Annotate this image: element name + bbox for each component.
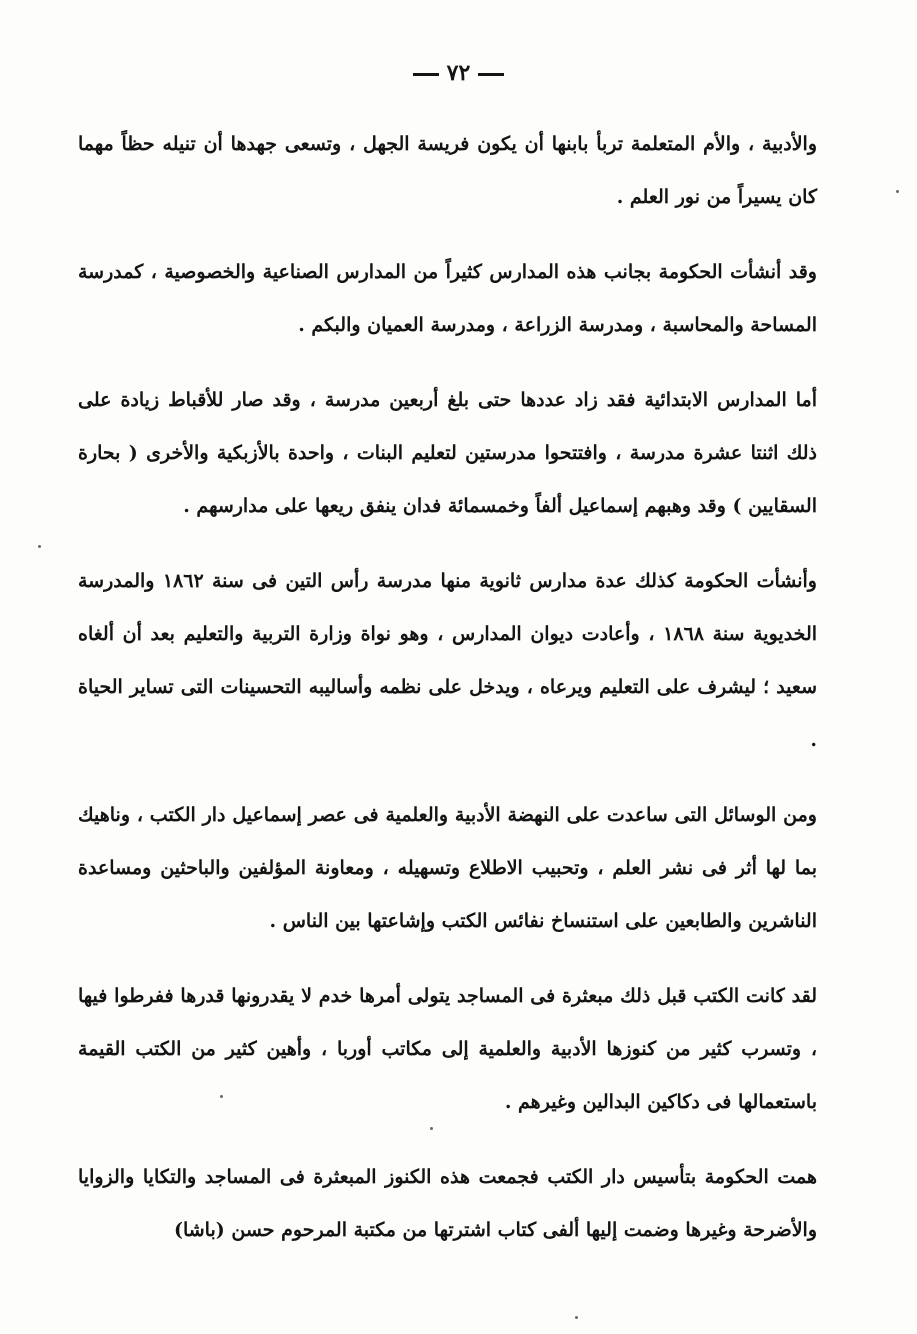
paragraph-7: همت الحكومة بتأسيس دار الكتب فجمعت هذه الكنوز المبعثرة فى المساجد والتكايا والزوايا والأضرحة وغيرها وضمت إليها ألفى كتاب اشترتها من مكتبة المرحوم حسن (باشا) [78, 1166, 817, 1241]
paragraph-3: أما المدارس الابتدائية فقد زاد عددها حتى بلغ أربعين مدرسة ، وقد صار للأقباط زيادة على ذلك اثنتا عشرة مدرسة ، وافتتحوا مدرستين لتعليم البنات ، واحدة بالأزبكية والأخرى ( بحارة السقايين ) وقد وهبهم إسماعيل ألفاً وخمسمائة فدان ينفق ريعها على مدارسهم . [78, 389, 817, 517]
paragraph-6: لقد كانت الكتب قبل ذلك مبعثرة فى المساجد يتولى أمرها خدم لا يقدرونها قدرها ففرطوا فيها ، وتسرب كثير من كنوزها الأدبية والعلمية إلى مكاتب أوربا ، وأهين كثير من الكتب القيمة باستعمالها فى دكاكين البدالين وغيرهم . [78, 985, 817, 1113]
page-number-dash-right [478, 73, 504, 76]
paper-speck [896, 190, 899, 193]
paragraph-4: وأنشأت الحكومة كذلك عدة مدارس ثانوية منها مدرسة رأس التين فى سنة ١٨٦٢ والمدرسة الخديوية سنة ١٨٦٨ ، وأعادت ديوان المدارس ، وهو نواة وزارة التربية والتعليم بعد أن ألغاه سعيد ؛ ليشرف على التعليم ويرعاه ، ويدخل على نظمه وأساليبه التحسينات التى تساير الحياة . [78, 570, 818, 751]
paragraph-5: ومن الوسائل التى ساعدت على النهضة الأدبية والعلمية فى عصر إسماعيل دار الكتب ، وناهيك بما لها أثر فى نشر العلم ، وتحبيب الاطلاع وتسهيله ، ومعاونة المؤلفين والباحثين ومساعدة الناشرين والطابعين على استنساخ نفائس الكتب وإشاعتها بين الناس . [78, 804, 817, 932]
page-number [0, 60, 917, 86]
paper-speck [430, 1127, 433, 1130]
paragraph-1: والأدبية ، والأم المتعلمة تربأ بابنها أن يكون فريسة الجهل ، وتسعى جهدها أن تنيله حظاً مهما كان يسيراً من نور العلم . [78, 133, 817, 208]
page-body [78, 118, 817, 1257]
paper-speck [220, 1095, 223, 1098]
paper-speck [575, 1316, 578, 1319]
paragraph-2: وقد أنشأت الحكومة بجانب هذه المدارس كثيراً من المدارس الصناعية والخصوصية ، كمدرسة المساحة والمحاسبة ، ومدرسة الزراعة ، ومدرسة العميان والبكم . [78, 261, 817, 336]
page-number-dash-left [413, 73, 439, 76]
page-number-value: ٧٢ [446, 60, 471, 86]
paper-speck [38, 545, 41, 548]
